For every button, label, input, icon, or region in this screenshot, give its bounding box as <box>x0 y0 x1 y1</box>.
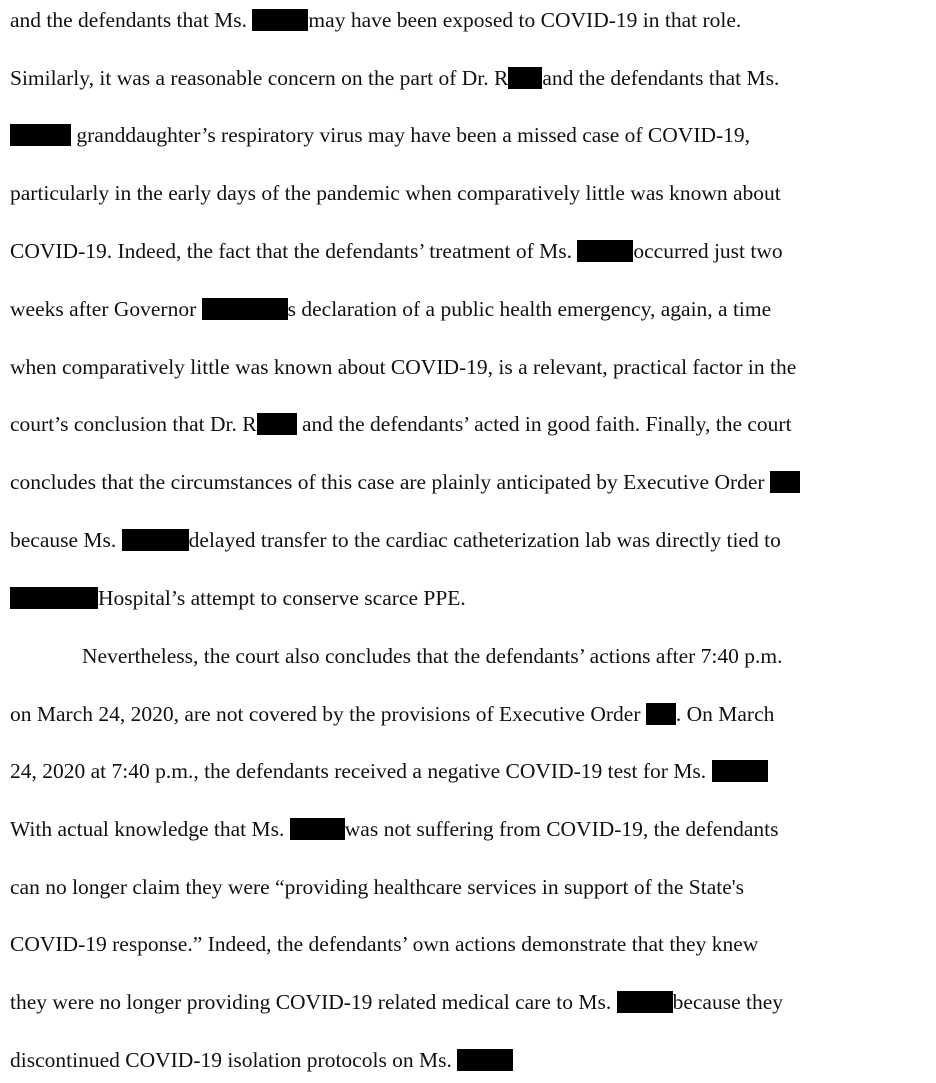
text-line <box>10 874 744 900</box>
line-text: was not suffering from COVID-19, the defendants <box>344 817 779 841</box>
redaction-box <box>770 471 800 493</box>
line-text: they were no longer providing COVID-19 related medical care to Ms. <box>10 990 617 1014</box>
text-line <box>10 238 783 264</box>
text-line <box>10 65 779 91</box>
redaction-box <box>290 818 345 840</box>
text-line <box>10 816 778 842</box>
redaction-box <box>257 413 297 435</box>
redaction-box <box>617 991 673 1013</box>
text-line <box>10 701 774 727</box>
text-line <box>10 411 792 437</box>
line-text: COVID-19. Indeed, the fact that the defendants’ treatment of Ms. <box>10 239 578 263</box>
line-text: on March 24, 2020, are not covered by the provisions of Executive Order <box>10 702 646 726</box>
line-text: delayed transfer to the cardiac catheterization lab was directly tied to <box>188 528 781 552</box>
line-text: court’s conclusion that Dr. R <box>10 412 257 436</box>
line-text: particularly in the early days of the pandemic when comparatively little was known about <box>10 181 781 205</box>
text-line <box>10 180 781 206</box>
line-text: may have been exposed to COVID-19 in that role. <box>308 8 742 32</box>
line-text: because they <box>672 990 784 1014</box>
text-line <box>10 989 783 1015</box>
line-text: s declaration of a public health emergency, again, a time <box>287 297 772 321</box>
line-text: Hospital’s attempt to conserve scarce PPE. <box>98 586 466 610</box>
text-line <box>10 931 758 957</box>
redaction-box <box>508 67 542 89</box>
redaction-box <box>252 9 308 31</box>
text-line <box>10 122 750 148</box>
redaction-box <box>712 760 768 782</box>
line-text: Nevertheless, the court also concludes that the defendants’ actions after 7:40 p.m. <box>82 644 783 668</box>
line-text: 24, 2020 at 7:40 p.m., the defendants received a negative COVID-19 test for Ms. <box>10 759 712 783</box>
line-text: Similarly, it was a reasonable concern on the part of Dr. R <box>10 66 509 90</box>
text-line <box>10 469 800 495</box>
line-text: COVID-19 response.” Indeed, the defendants’ own actions demonstrate that they knew <box>10 932 759 956</box>
text-line <box>10 527 781 553</box>
text-line <box>10 1047 513 1073</box>
redaction-box <box>646 703 676 725</box>
line-text: because Ms. <box>10 528 122 552</box>
line-text: granddaughter’s respiratory virus may have been a missed case of COVID-19, <box>71 123 751 147</box>
line-text: concludes that the circumstances of this case are plainly anticipated by Executive Order <box>10 470 770 494</box>
line-text: and the defendants that Ms. <box>542 66 780 90</box>
line-text: can no longer claim they were “providing healthcare services in support of the State's <box>10 875 745 899</box>
text-line <box>10 296 771 322</box>
paragraph-first-line <box>82 643 783 669</box>
text-line <box>10 758 768 784</box>
redaction-box <box>122 529 189 551</box>
line-text: discontinued COVID-19 isolation protocols on Ms. <box>10 1048 458 1072</box>
redaction-box <box>202 298 288 320</box>
line-text: . On March <box>675 702 775 726</box>
line-text: and the defendants’ acted in good faith. Finally, the court <box>296 412 792 436</box>
text-line <box>10 7 741 33</box>
redaction-box <box>577 240 633 262</box>
line-text: With actual knowledge that Ms. <box>10 817 290 841</box>
text-line <box>10 585 466 611</box>
redaction-box <box>10 587 98 609</box>
text-line <box>10 354 796 380</box>
line-text: occurred just two <box>633 239 783 263</box>
redaction-box <box>457 1049 513 1071</box>
line-text: when comparatively little was known about COVID-19, is a relevant, practical factor in the <box>10 355 797 379</box>
line-text: weeks after Governor <box>10 297 202 321</box>
line-text: and the defendants that Ms. <box>10 8 253 32</box>
redaction-box <box>10 124 71 146</box>
